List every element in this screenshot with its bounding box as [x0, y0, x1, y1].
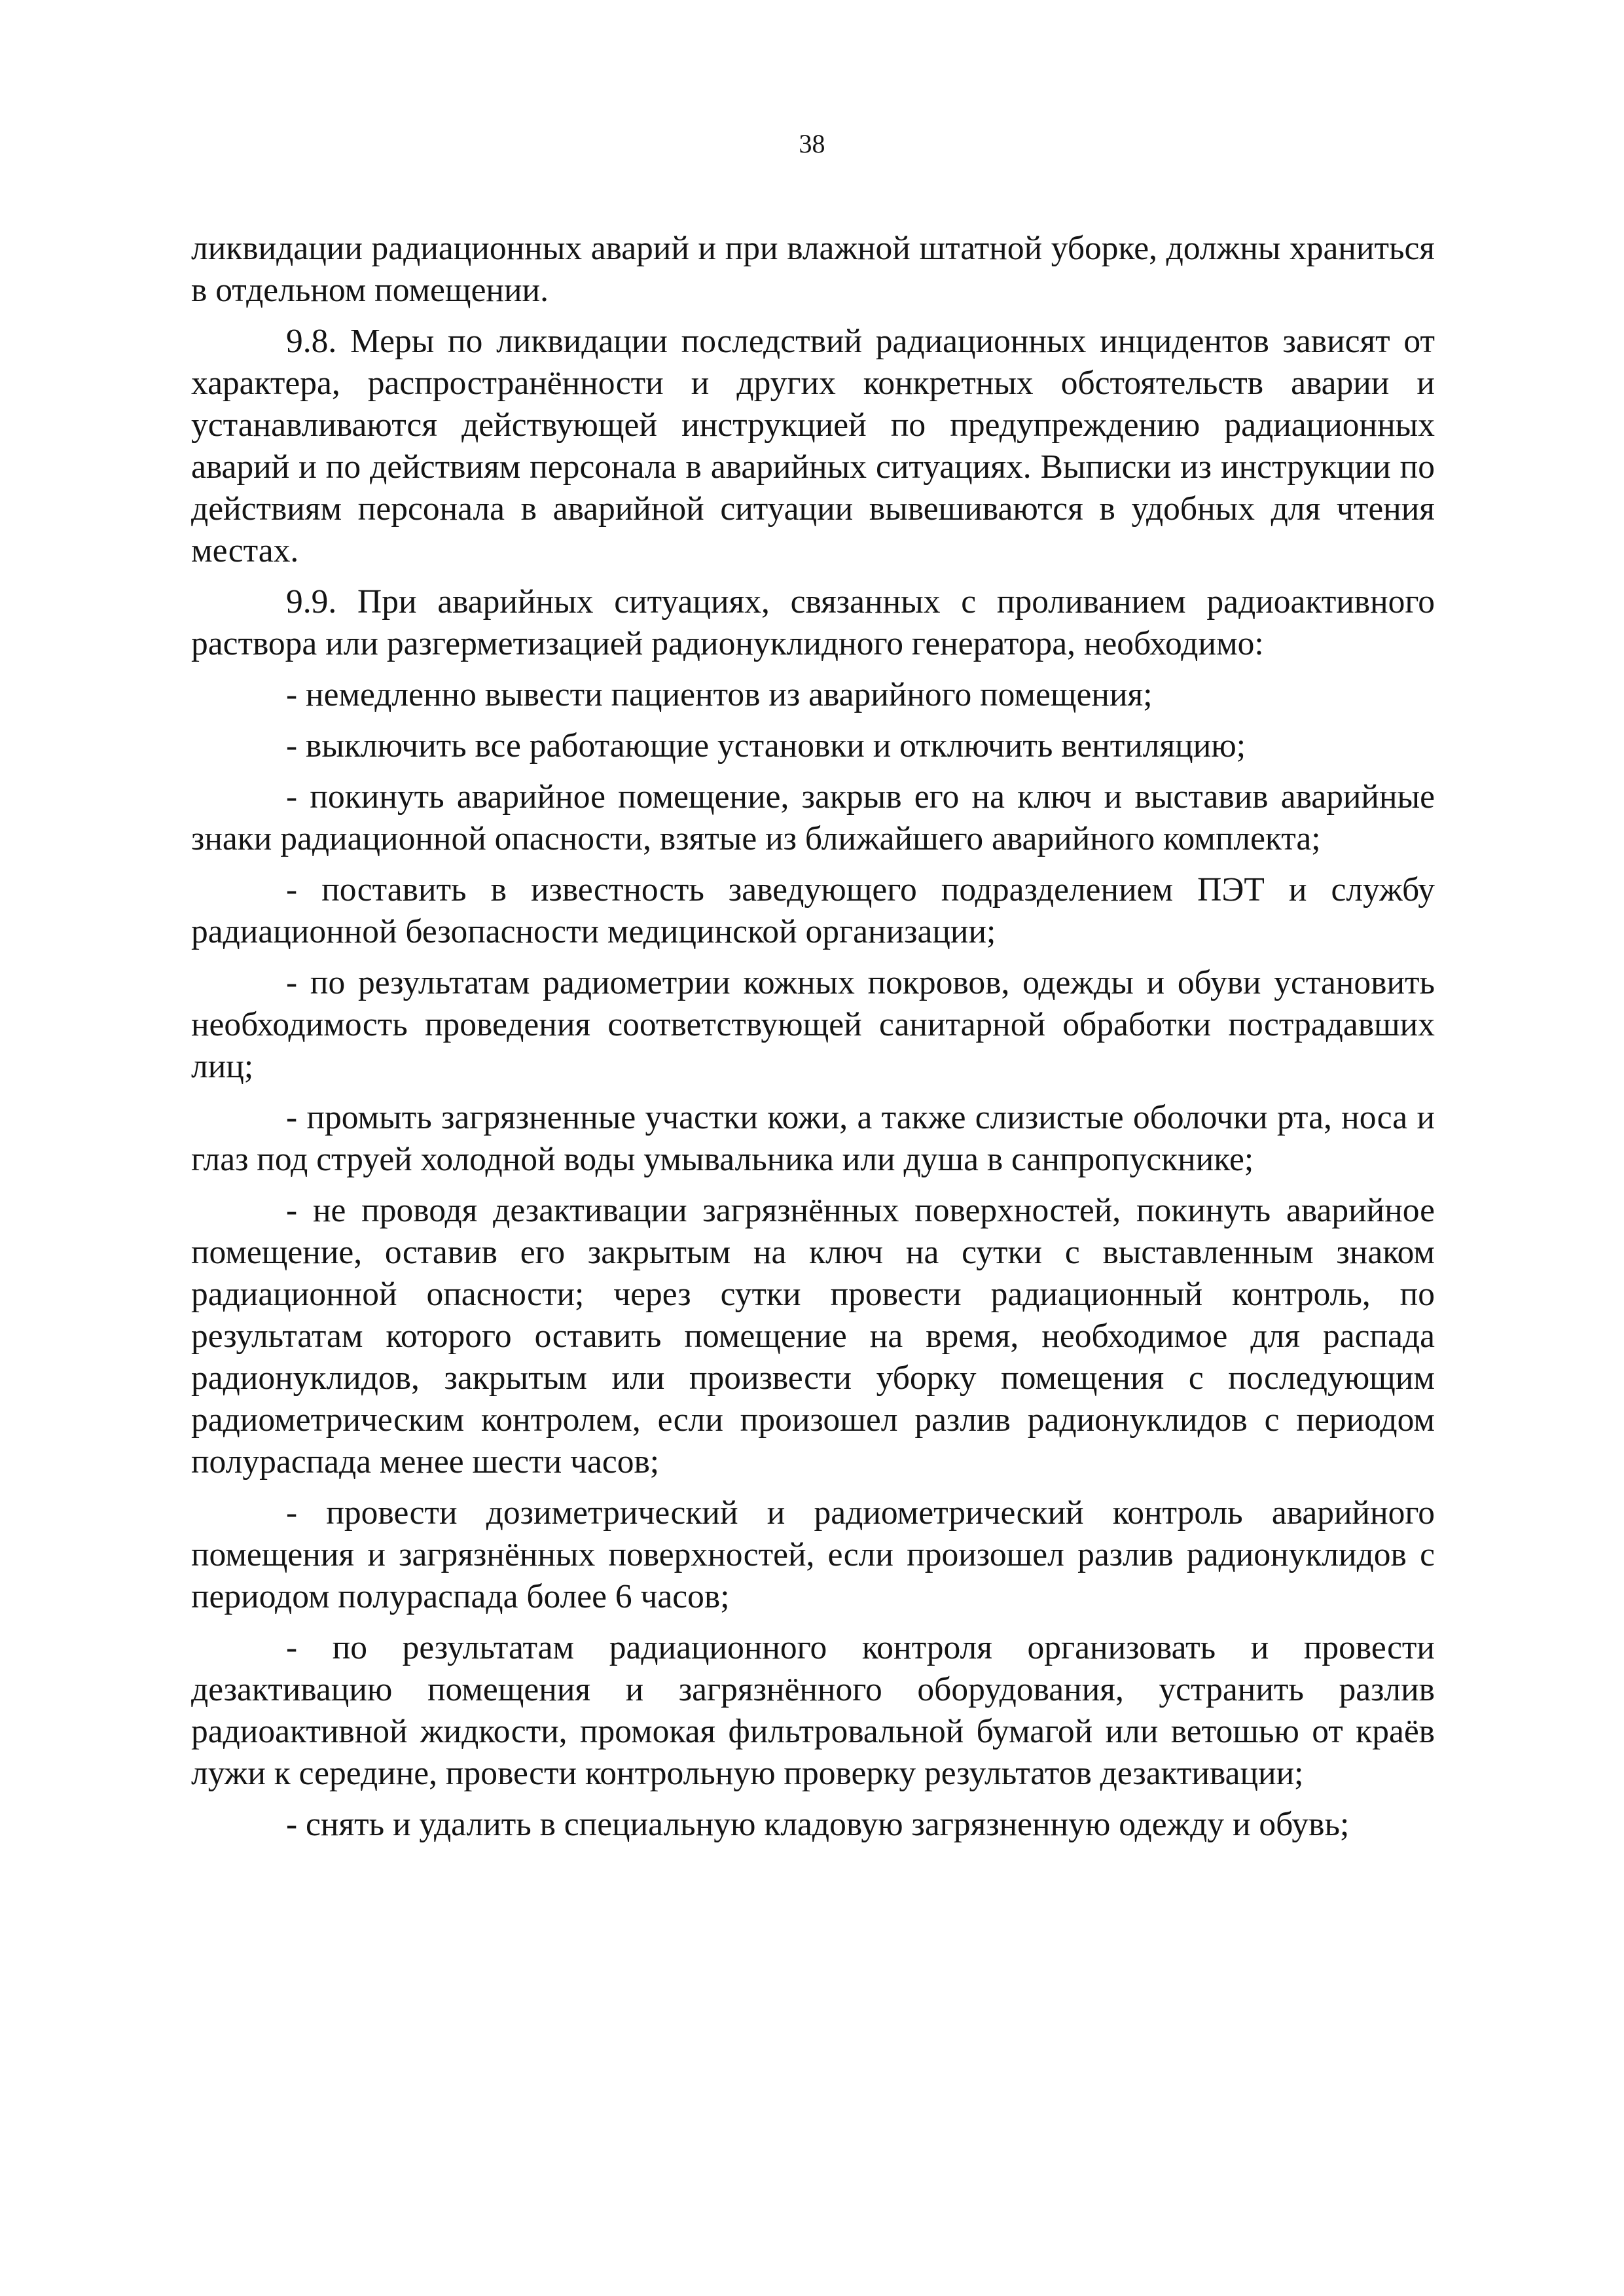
list-item: - не проводя дезактивации загрязнённых поверхностей, покинуть аварийное помещение, оставив его закрытым на ключ на сутки с выставленным знаком радиационной опасности; через сутки провести радиационный контроль, по результатам которого оставить помещение на время, необходимое для распада радионуклидов, закрытым или произвести уборку помещения с последующим радиометрическим контролем, если произошел разлив радионуклидов с периодом полураспада менее шести часов;: [191, 1192, 1435, 1480]
list-item: - немедленно вывести пациентов из аварийного помещения;: [286, 676, 1153, 713]
list-item: - выключить все работающие установки и отключить вентиляцию;: [286, 727, 1246, 764]
list-item: - провести дозиметрический и радиометрический контроль аварийного помещения и загрязнённых поверхностей, если произошел разлив радионуклидов с периодом полураспада более 6 часов;: [191, 1494, 1435, 1615]
document-body: [191, 228, 1435, 1855]
paragraph-9-8: 9.8. Меры по ликвидации последствий радиационных инцидентов зависят от характера, распространённости и других конкретных обстоятельств аварии и устанавливаются действующей инструкцией по предупреждению радиационных аварий и по действиям персонала в аварийных ситуациях. Выписки из инструкции по действиям персонала в аварийной ситуации вывешиваются в удобных для чтения местах.: [191, 323, 1435, 569]
paragraph-9-9: 9.9. При аварийных ситуациях, связанных с проливанием радиоактивного раствора или разгерметизацией радионуклидного генератора, необходимо:: [191, 583, 1435, 662]
list-item: - снять и удалить в специальную кладовую загрязненную одежду и обувь;: [286, 1806, 1350, 1843]
list-item: - промыть загрязненные участки кожи, а также слизистые оболочки рта, носа и глаз под струей холодной воды умывальника или душа в санпропускнике;: [191, 1099, 1435, 1178]
paragraph-continuation: ликвидации радиационных аварий и при влажной штатной уборке, должны храниться в отдельном помещении.: [191, 230, 1435, 309]
page-number: 38: [799, 129, 825, 158]
list-item: - по результатам радиометрии кожных покровов, одежды и обуви установить необходимость проведения соответствующей санитарной обработки пострадавших лиц;: [191, 964, 1435, 1085]
list-item: - по результатам радиационного контроля организовать и провести дезактивацию помещения и загрязнённого оборудования, устранить разлив радиоактивной жидкости, промокая фильтровальной бумагой или ветошью от краёв лужи к середине, провести контрольную проверку результатов дезактивации;: [191, 1629, 1435, 1792]
list-item: - поставить в известность заведующего подразделением ПЭТ и службу радиационной безопасности медицинской организации;: [191, 871, 1435, 950]
list-item: - покинуть аварийное помещение, закрыв его на ключ и выставив аварийные знаки радиационной опасности, взятые из ближайшего аварийного комплекта;: [191, 778, 1435, 857]
